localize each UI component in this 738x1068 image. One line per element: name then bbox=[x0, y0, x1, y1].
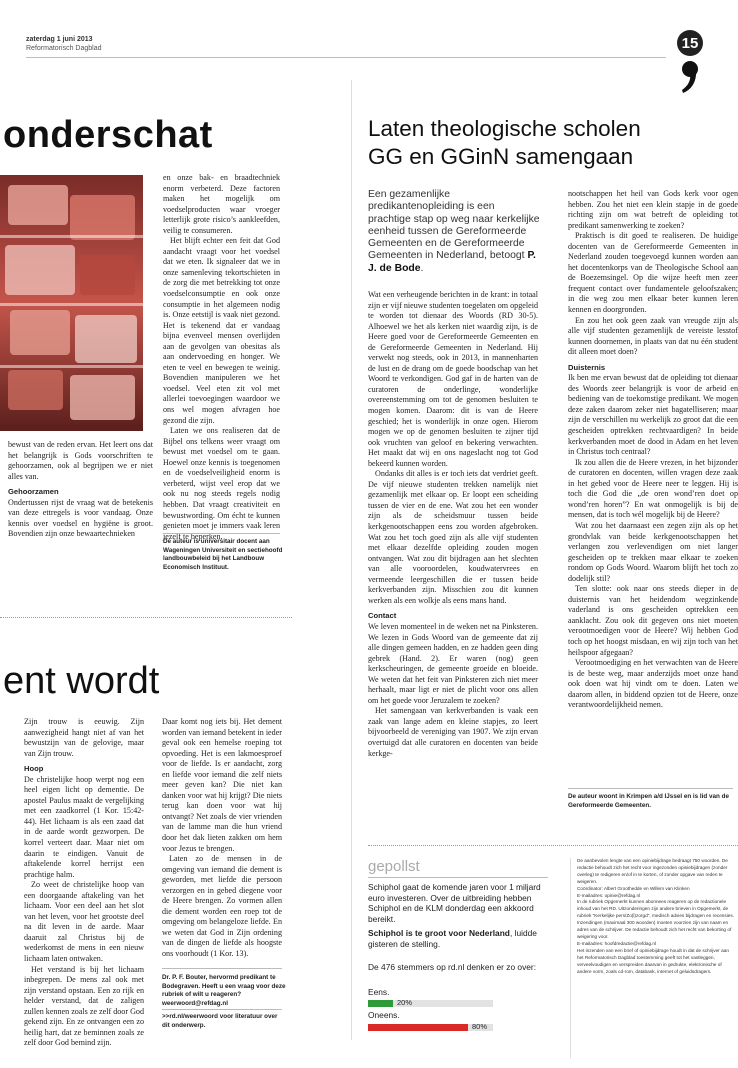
article-headline-left-top: onderschat bbox=[3, 114, 213, 156]
left-bottom-col-2 bbox=[162, 717, 282, 960]
colophon-separator bbox=[570, 858, 571, 1058]
section-divider bbox=[0, 617, 292, 618]
author-note-left-top: De auteur is universitair docent aan Wageningen Universiteit en sectiehoofd landbouwbeleid bij het Landbouw Economisch Instituut. bbox=[163, 538, 283, 571]
colophon-para: In de rubriek Opgemerkt kunnen abonnees reageren op de redactionele inhoud van het RD. Uitzonderingen zijn andere brieven in Opgemerkt, de rubriek "Kerkelijke pers/Zo(l)zorgd", medisch advies bijdragen en recensies. Inzendingen (maximaal 300 woorden) moeten voorzien zijn van naam en adres van de schrijver. De redactie behoudt zich het recht van bekorting of weigering voor. bbox=[577, 899, 735, 939]
poll-statement bbox=[368, 928, 548, 949]
colophon-email[interactable]: E-mailadres: opinie@refdag.nl bbox=[577, 892, 641, 898]
article-headline-right-line2: GG en GGinN samengaan bbox=[368, 144, 634, 169]
byline: P. J. de Bode bbox=[368, 250, 536, 274]
article-headline-right-line1: Laten theologische scholen bbox=[368, 116, 641, 141]
poll-percent-oneens: 80% bbox=[472, 1022, 488, 1031]
paragraph: Laten zo de mensen in de omgeving van iemand die dement is geworden, met liefde die persoon verzorgen en in gebed diegene voor de Heere brengen. Zo vormen allen die dement worden een roep tot de omgeving om belangeloze liefde. En we weten dat God in Zijn ordening van de dingen de liefde als hoogste ons voorhoudt (1 Kor. 13). bbox=[162, 854, 282, 959]
paragraph: Ten slotte: ook naar ons steeds dieper in de duisternis van het heidendom wegzinkende vaderland is ons gescheiden optrekken een aanklacht. Zou ook dit gegeven ons niet moeten verootmoedigen voor de Heere? Wij hebben God toch op het hoogst misdaan, en wij zijn toch van het heilspoor afgegaan? bbox=[568, 584, 738, 657]
colophon-email[interactable]: E-mailadres: hoofdredactie@refdag.nl bbox=[577, 940, 657, 946]
poll-intro: Schiphol gaat de komende jaren voor 1 miljard euro investeren. Over de uitbreiding hebben Schiphol en de KLM donderdag een akkoord bereikt. bbox=[368, 882, 541, 924]
page-number-badge: 15 bbox=[677, 30, 703, 56]
author-note-right: De auteur woont in Krimpen a/d IJssel en is lid van de Gereformeerde Gemeenten. bbox=[568, 793, 729, 809]
poll-bar-eens bbox=[368, 1000, 393, 1007]
paragraph: De christelijke hoop werpt nog een heel eigen licht op dementie. De apostel Paulus maakt de vergelijking met een zaadkorrel (1 Kor. 15:42-44). Het lichaam is als een zaad dat in de aarde wordt gezworpen. De korrel verteert daar. Maar niet om daarin te eindigen. Vanuit de aftakelende korrel herrijst een prachtige halm. bbox=[24, 774, 144, 879]
paragraph: Daar komt nog iets bij. Het dement worden van iemand betekent in ieder geval ook een hemelse roeping tot opvoeding. Het is een lakmoesproef voor de liefde. Is er aandacht, zorg en liefde voor iemand die zelf niets meer geven kan? Die niet kan danken voor wat hij krijgt? Die niets terug kan doen voor wat hij ontvangt? Net zoals de vier vrienden van de lamme man die hun vriend door het dak lieten zakken om hem voor Jezus te brengen. bbox=[162, 717, 282, 853]
author-rule bbox=[162, 968, 282, 969]
paragraph: nootschappen het heil van Gods kerk voor ogen hebben. Zou het niet een klein stapje in de goede richting zijn om wat betreft de opleiding tot predikant samenwerking te zoeken? bbox=[568, 189, 738, 230]
paragraph: bewust van de reden ervan. Het leert ons dat het belangrijk is Gods voorschriften te gehoorzamen, ook al begrijpen we er niet alles van. bbox=[8, 440, 153, 481]
paragraph: Ondertussen rijst de vraag wat de betekenis van deze ettregels is voor vandaag. Onze kennis over voedsel en hygiëne is groot. Bovendien zijn onze bewaartechnieken bbox=[8, 497, 153, 539]
newspaper-name: Reformatorisch Dagblad bbox=[26, 45, 102, 52]
subheading: Contact bbox=[368, 611, 397, 621]
author-rule bbox=[163, 533, 280, 534]
web-link[interactable]: >>rd.nl/weerwoord voor literatuur over dit onderwerp. bbox=[162, 1013, 278, 1029]
left-top-col-2 bbox=[163, 173, 280, 542]
section-divider bbox=[368, 845, 738, 846]
paragraph: We leven momenteel in de weken net na Pinksteren. We lezen in Gods Woord van de gemeente dat zij alle dingen gemeen hadden, en ze hadden geen ding gebrek (Hand. 2). Er waren (nog) geen kerkscheuringen, de gemeente groeide en bloeide. We weten dat het feit van Pinksteren zich niet meer herhaalt, maar ligt er niet de plicht voor ons allen om het goede voor Jeruzalem te zoeken? bbox=[368, 621, 538, 705]
subheading: Gehoorzamen bbox=[8, 487, 59, 497]
paragraph: Verootmoediging en het verwachten van de Heere is de beste weg, maar anderzijds moet onze hand ook doen wat hij vindt om te doen. Laten we daarom allen, in biddend opzien tot de Heere, onze verantwoordelijkheid nemen. bbox=[568, 658, 738, 710]
author-note-left-bottom: Dr. P. F. Bouter, hervormd predikant te Bodegraven. Heeft u een vraag voor deze rubriek of wilt u reageren? weerwoord@refdag.nl bbox=[162, 974, 286, 1007]
paragraph: Wat zou het daarnaast een zegen zijn als op het grondvlak van beide kerkgenootschappen het verlangen zou verlevendigen om niet langer gescheiden op te trekken maar elkaar te zoeken rondom op Gods Woord. Waarom blijft het toch zo dodelijk stil? bbox=[568, 520, 738, 583]
paragraph: Ik ben me ervan bewust dat de opleiding tot dienaar des Woords zeer belangrijk is voor de arbeid en bediening van de toekomstige predikant. We mogen deze zaken daarom zeker niet bagatelliseren; maar zijn de verschillen nu werkelijk zo groot dat die een gescheiden optrekken rechtvaardigen? In beide kerkverbanden moet de dood in Adam en het leven in Christus toch centraal? bbox=[568, 373, 738, 457]
comma-logo-icon bbox=[679, 60, 701, 94]
article-headline-left-bottom: ent wordt bbox=[3, 660, 160, 702]
right-col-1 bbox=[368, 290, 538, 759]
colophon-para: Het inzenden van een brief of opiniebijdrage houdt in dat de schrijver aan het Reformatorisch Dagblad toestemming geeft tot het vastleggen, verveelvoudigen en verspreiden daarvan in gedrukte, elektronische of andere vorm, zoals cd-rom, databank, internet of geluidsdragers. bbox=[577, 947, 729, 974]
subheading: Hoop bbox=[24, 764, 44, 774]
poll-rule bbox=[368, 877, 548, 878]
paragraph: Het verstand is bij het lichaam inbegrepen. De mens zal ook met zijn verstand opstaan. Een zo rijk en helder verstand, dat de zaligen zullen kennen zoals ze zelf door God gekend zijn. En ze ontvangen een zo heilig hart, dat ze beminnen zoals ze zelf door God bemind zijn. bbox=[24, 964, 145, 1048]
lead-text: Een gezamenlijke predikantenopleiding is een prachtige stap op weg naar kerkelijke eenheid tussen de Gereformeerde Gemeenten en de Gereformeerde Gemeenten in Nederland, betoogt bbox=[368, 189, 540, 262]
left-bottom-col-1 bbox=[24, 717, 144, 1049]
author-rule bbox=[568, 788, 733, 789]
colophon-para: De aanbevolen lengte van een opiniebijdrage bedraagt 750 woorden. De redactie behoudt zich het recht voor ingezonden opiniebijdragen (zonder overleg) te redigeren en/of in te korten, of zonder opgave van reden te weigeren. bbox=[577, 858, 728, 884]
column-separator bbox=[351, 80, 352, 1040]
paragraph: Ik zou allen die de Heere vrezen, in het bijzonder de curatoren en docenten, willen vragen deze zaak in het gebed voor de Heere neer te leggen. Hij is toch die God die „de oren wond’ren doet op wond’ren horen”? En wat onmogelijk is bij de mensen, dat is toch wél mogelijk bij de Heere? bbox=[568, 457, 738, 520]
poll-result-label-oneens: Oneens. bbox=[368, 1010, 400, 1020]
header-rule bbox=[26, 57, 666, 58]
paragraph: En zou het ook geen zaak van vreugde zijn als alle vijf studenten gezamenlijk de vereiste lesstof kunnen doornemen, in plaats van dat nu één student dit alleen moet doen? bbox=[568, 315, 738, 357]
paragraph: en onze bak- en braadtechniek enorm verbeterd. Deze factoren maken het mogelijk om voedselproducten waar vroeger letterlijk grote risico’s aankleefden, veilig te consumeren. bbox=[163, 173, 280, 235]
colophon-para: Coördinator: Albert Groothedde en Willem van Klinken bbox=[577, 885, 690, 891]
poll-percent-eens: 20% bbox=[397, 998, 413, 1007]
paragraph: Zo weet de christelijke hoop van een doorgaande aftakeling van het lichaam. Voor een deel aan het slot van het leven, voor het grootste deel na dit leven in de aarde. Maar daaruit zal Christus bij de wederkomst de mens in een nieuw lichaam laten ontwaken. bbox=[24, 880, 144, 964]
poll-bar-oneens bbox=[368, 1024, 468, 1031]
paragraph: Praktisch is dit goed te realiseren. De huidige docenten van de Gereformeerde Gemeenten in Nederland zouden toegevoegd kunnen worden aan het docentenkorps van de Theologische School aan de Boezemsingel. Op die wijze heeft men zeer frequent contact over fundamentele geloofszaken; in die weg zou men elkaar beter kunnen leren kennen en doorgronden. bbox=[568, 231, 738, 315]
meat-display-photo bbox=[0, 175, 143, 431]
paragraph: Ondanks dit alles is er toch iets dat verdriet geeft. De vijf nieuwe studenten trekken namelijk niet gezamenlijk met elkaar op. Er loopt een scheiding tussen de vier en de ene. Wat zou het een wonder zijn als de scheidsmuur tussen beide kerkgenootschappen eens zou worden afgebroken. Wat zou het toch goed zijn als alle vijf studenten met elkaar dezelfde opleiding zouden mogen ontvangen. Wat zou dit bijdragen aan het slechten van alle vooroordelen, koudwatervrees en vermeende leergeschillen die er tussen beide kerkverbanden zijn. Misschien zou dit kunnen werken als een wolkje als eens mans hand. bbox=[368, 469, 538, 605]
right-col-2 bbox=[568, 189, 738, 711]
left-top-col-1 bbox=[8, 440, 153, 540]
poll-result-label-eens: Eens. bbox=[368, 987, 390, 997]
paragraph: Laten we ons realiseren dat de Bijbel ons telkens weer vraagt om bewust met voedsel om te gaan. Hoewel onze kennis is toegenomen en de voedselveiligheid enorm is verbeterd, wijst veel erop dat we ook nu nog steeds regels nodig hebben. Dat vraagt creativiteit en bewustwording. Om écht te kunnen genieten moet je immers vaak leren jezelf te beperken. bbox=[163, 426, 280, 541]
paragraph: Zijn trouw is eeuwig. Zijn aanwezigheid hangt niet af van het bewustzijn van de gelovige, maar van Zijn trouw. bbox=[24, 717, 144, 758]
colophon bbox=[577, 858, 735, 975]
poll-voters: De 476 stemmers op rd.nl denken er zo over: bbox=[368, 962, 537, 972]
page-date: zaterdag 1 juni 2013 bbox=[26, 36, 93, 43]
article-lead: Een gezamenlijke predikantenopleiding is een prachtige stap op weg naar kerkelijke eenheid tussen de Gereformeerde Gemeenten en de Gereformeerde Gemeenten in Nederland, betoogt P. J. de Bode. bbox=[368, 189, 540, 274]
poll-statement-bold: Schiphol is te groot voor Nederland bbox=[368, 928, 510, 938]
poll-title: gepollst bbox=[368, 858, 420, 875]
paragraph: Het samengaan van kerkverbanden is vaak een zaak van lange adem en kleine stapjes, zo leert bijvoorbeeld de vereniging van 1907. We zijn ervan overtuigd dat alle curatoren en docenten van beide kerkge- bbox=[368, 706, 538, 758]
poll-statement-tail: , luidde gisteren de stelling. bbox=[368, 928, 537, 949]
paragraph: Het blijft echter een feit dat God aandacht vraagt voor het voedsel dat we eten. Ik signaleer dat we in onze samenleving tekortschieten in de zorg die met betrekking tot onze voedselconsumptie en ook onze consumptie in het algemeen nodig is. Onze eetstijl is vaak niet gezond. Het is tekenend dat er vandaag bijna evenveel mensen overlijden aan de gevolgen van obesitas als aan ondervoeding en honger. We eten te veel en bewegen te weinig. Bovendien manipuleren we het voedsel. Veel eten zit vol met allerlei toevoegingen waardoor we ons wel mogen afvragen hoe gezond die zijn. bbox=[163, 236, 280, 425]
paragraph: Wat een verheugende berichten in de krant: in totaal zijn er vijf nieuwe studenten toegelaten om opgeleid te worden tot dienaar des Woords (RD 30-5). Alhoewel we het als kerken niet waardig zijn, is de Heere goed voor de Gereformeerde Gemeenten en de Gereformeerde Gemeenten in Nederland. Hij verwekt nog steeds, ook in 2013, in mannenharten de lust en de drang om de goede boodschap van het Woord te verkondigen. God gaf in de harten van de curatoren de onderlinge, wonderlijke overeenstemming om tot de genomen besluiten te mogen komen. Daarom: dit is van de Heere geschied; het is wonderlijk in onze ogen. Hierom mogen we op de genomen besluiten te zijner tijd ook vruchten van geloof en bekering verwachten. Het maakt dat wij en ons nageslacht nog tot God bekeerd kunnen worden. bbox=[368, 290, 538, 468]
subheading: Duisternis bbox=[568, 362, 606, 372]
link-rule bbox=[162, 1009, 282, 1010]
